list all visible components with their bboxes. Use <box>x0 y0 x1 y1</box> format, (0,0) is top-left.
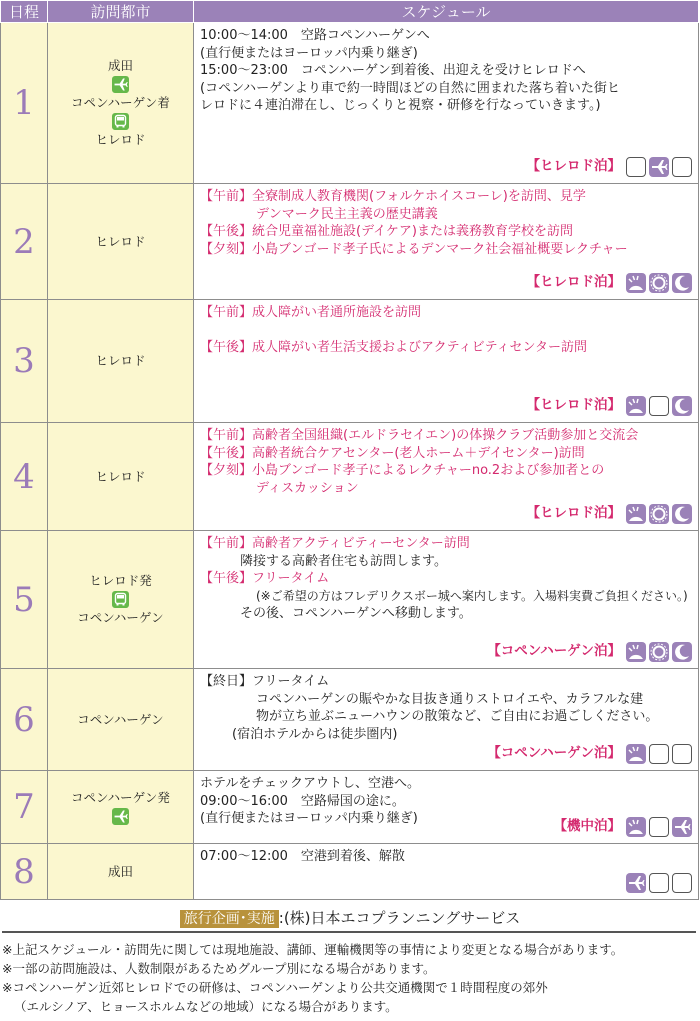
schedule-cell <box>194 23 699 184</box>
dinner-icon <box>672 273 692 293</box>
schedule-line: ホテルをチェックアウトし、空港へ。 <box>200 776 420 791</box>
schedule-line: ディスカッション <box>256 480 359 496</box>
day-number: 1 <box>1 23 48 184</box>
schedule-line: 【午前】高齢者全国組織(エルドラセイエン)の体操クラブ活動参加と交流会 <box>200 428 639 443</box>
meal-indicator <box>527 157 693 177</box>
schedule-line: その後、コペンハーゲンへ移動します。 <box>240 606 472 621</box>
schedule-line: デンマーク民主主義の歴史講義 <box>256 206 438 222</box>
no-meal-icon <box>649 873 669 893</box>
schedule-line: コペンハーゲンの賑やかな目抜き通りストロイエや、カラフルな建 <box>256 691 644 707</box>
schedule-line: 09:00〜16:00 空路帰国の途に。 <box>200 793 405 809</box>
dinner-icon <box>672 396 692 416</box>
schedule-line: 【午後】フリータイム <box>200 571 330 586</box>
schedule-line: (コペンハーゲンより車で約一時間ほどの自然に囲まれた落ち着いた街ヒ <box>200 80 620 96</box>
day-number: 2 <box>1 184 48 300</box>
organizer-name: :(株)日本エコプランニングサービス <box>278 909 521 927</box>
schedule-line: 【午前】成人障がい者通所施設を訪問 <box>200 305 422 320</box>
schedule-line: レロドに４連泊滞在し、じっくりと視察・研修を行なっていきます。) <box>200 98 601 113</box>
day-number: 5 <box>1 531 48 669</box>
plane-icon <box>672 817 692 837</box>
notes <box>2 940 696 1016</box>
stay-label: 【コペンハーゲン泊】 <box>487 745 621 762</box>
header-day: 日程 <box>1 1 48 23</box>
schedule-line: 07:00〜12:00 空港到着後、解散 <box>200 849 405 864</box>
schedule-line: (宿泊ホテルからは徒歩圏内) <box>232 726 398 742</box>
table-row <box>1 423 699 531</box>
day-number: 8 <box>1 844 48 900</box>
table-row <box>1 531 699 669</box>
city-name: ヒレロド <box>48 423 194 531</box>
city-name: ヒレロド <box>95 132 146 147</box>
breakfast-icon <box>626 504 646 524</box>
organizer-line <box>0 907 700 928</box>
stay-label: 【コペンハーゲン泊】 <box>487 643 621 660</box>
table-row <box>1 300 699 423</box>
schedule-line: 【夕刻】小島ブンゴード孝子によるレクチャーno.2および参加者との <box>200 463 605 478</box>
stay-label: 【ヒレロド泊】 <box>526 158 621 175</box>
lunch-icon <box>649 504 669 524</box>
no-meal-icon <box>626 157 646 177</box>
schedule-cell <box>194 423 699 531</box>
city-cell <box>48 531 194 669</box>
table-row <box>1 669 699 771</box>
schedule-line: 【夕刻】小島ブンゴード孝子氏によるデンマーク社会福祉概要レクチャー <box>200 241 628 257</box>
day-number: 3 <box>1 300 48 423</box>
schedule-line: 【午後】統合児童福祉施設(デイケア)または義務教育学校を訪問 <box>200 224 573 239</box>
meal-indicator <box>527 396 693 416</box>
schedule-line: 【午前】高齢者アクティビティーセンター訪問 <box>200 536 470 551</box>
lunch-icon <box>649 273 669 293</box>
schedule-line: 15:00〜23:00 コペンハーゲン到着後、出迎えを受けヒレロドへ <box>200 63 586 78</box>
schedule-line: 【午前】全寮制成人教育機関(フォルケホイスコーレ)を訪問、見学 <box>200 189 586 204</box>
city-name: 成田 <box>107 58 133 73</box>
plane-icon <box>112 76 129 93</box>
schedule-line: 10:00〜14:00 空路コペンハーゲンへ <box>200 28 430 43</box>
no-meal-icon <box>649 817 669 837</box>
schedule-line: 【終日】フリータイム <box>200 674 330 689</box>
table-row <box>1 771 699 844</box>
bus-icon <box>112 113 129 130</box>
meal-indicator <box>487 744 692 764</box>
schedule-cell <box>194 771 699 844</box>
breakfast-icon <box>626 642 646 662</box>
city-cell <box>48 771 194 844</box>
lunch-icon <box>649 642 669 662</box>
day-number: 4 <box>1 423 48 531</box>
no-meal-icon <box>672 873 692 893</box>
note-line: ※コペンハーゲン近郊ヒレロドでの研修は、コペンハーゲンより公共交通機関で１時間程度の郊外 <box>2 980 548 995</box>
schedule-line: (直行便またはヨーロッパ内乗り継ぎ) <box>200 45 418 61</box>
organizer-label: 旅行企画･実施 <box>180 910 279 928</box>
city-name: コペンハーゲン <box>48 669 194 771</box>
breakfast-icon <box>626 273 646 293</box>
breakfast-icon <box>626 744 646 764</box>
table-header <box>1 1 699 23</box>
plane-icon <box>649 157 669 177</box>
schedule-cell <box>194 300 699 423</box>
day-number: 7 <box>1 771 48 844</box>
city-name: コペンハーゲン発 <box>71 790 170 805</box>
divider <box>2 931 696 933</box>
note-line: ※上記スケジュール・訪問先に関しては現地施設、講師、運輸機関等の事情により変更となる場合があります。 <box>2 942 624 957</box>
dinner-icon <box>672 504 692 524</box>
table-row <box>1 23 699 184</box>
note-line: ※一部の訪問施設は、人数制限があるためグループ別になる場合があります。 <box>2 961 436 976</box>
schedule-line: (直行便またはヨーロッパ内乗り継ぎ) <box>200 811 418 826</box>
schedule-line: 隣接する高齢者住宅も訪問します。 <box>240 553 447 569</box>
schedule-cell <box>194 531 699 669</box>
no-meal-icon <box>672 744 692 764</box>
bus-icon <box>112 591 129 608</box>
no-meal-icon <box>649 396 669 416</box>
no-meal-icon <box>672 157 692 177</box>
header-city: 訪問都市 <box>48 1 194 23</box>
header-schedule: スケジュール <box>194 1 699 23</box>
meal-indicator <box>554 817 693 837</box>
schedule-cell <box>194 184 699 300</box>
day-number: 6 <box>1 669 48 771</box>
schedule-line: (※ご希望の方はフレデリクスボー城へ案内します。入場料実費ご負担ください。) <box>256 588 688 603</box>
city-name: 成田 <box>48 844 194 900</box>
schedule-line: 物が立ち並ぶニューハウンの散策など、ご自由にお過ごしください。 <box>256 709 659 724</box>
city-name: ヒレロド <box>48 184 194 300</box>
stay-label: 【ヒレロド泊】 <box>526 505 621 522</box>
city-cell <box>48 23 194 184</box>
note-line: （エルシノア、ヒョースホルムなどの地域）になる場合があります。 <box>14 999 398 1014</box>
stay-label: 【ヒレロド泊】 <box>526 397 621 414</box>
city-name: ヒレロド発 <box>89 573 152 588</box>
table-row <box>1 184 699 300</box>
stay-label: 【機中泊】 <box>553 818 621 835</box>
schedule-line: 【午後】成人障がい者生活支援およびアクティビティセンター訪問 <box>200 339 588 355</box>
schedule-cell <box>194 669 699 771</box>
stay-label: 【ヒレロド泊】 <box>526 274 621 291</box>
meal-indicator <box>626 873 692 893</box>
meal-indicator <box>527 273 693 293</box>
dinner-icon <box>672 642 692 662</box>
meal-indicator <box>527 504 693 524</box>
no-meal-icon <box>649 744 669 764</box>
breakfast-icon <box>626 396 646 416</box>
city-name: ヒレロド <box>48 300 194 423</box>
table-row <box>1 844 699 900</box>
city-name: コペンハーゲン着 <box>71 95 170 110</box>
plane-icon <box>626 873 646 893</box>
plane-icon <box>112 808 129 825</box>
meal-indicator <box>487 642 692 662</box>
breakfast-icon <box>626 817 646 837</box>
schedule-line: 【午後】高齢者統合ケアセンター(老人ホーム＋デイセンター)訪問 <box>200 445 585 461</box>
schedule-cell <box>194 844 699 900</box>
city-name: コペンハーゲン <box>77 610 164 625</box>
